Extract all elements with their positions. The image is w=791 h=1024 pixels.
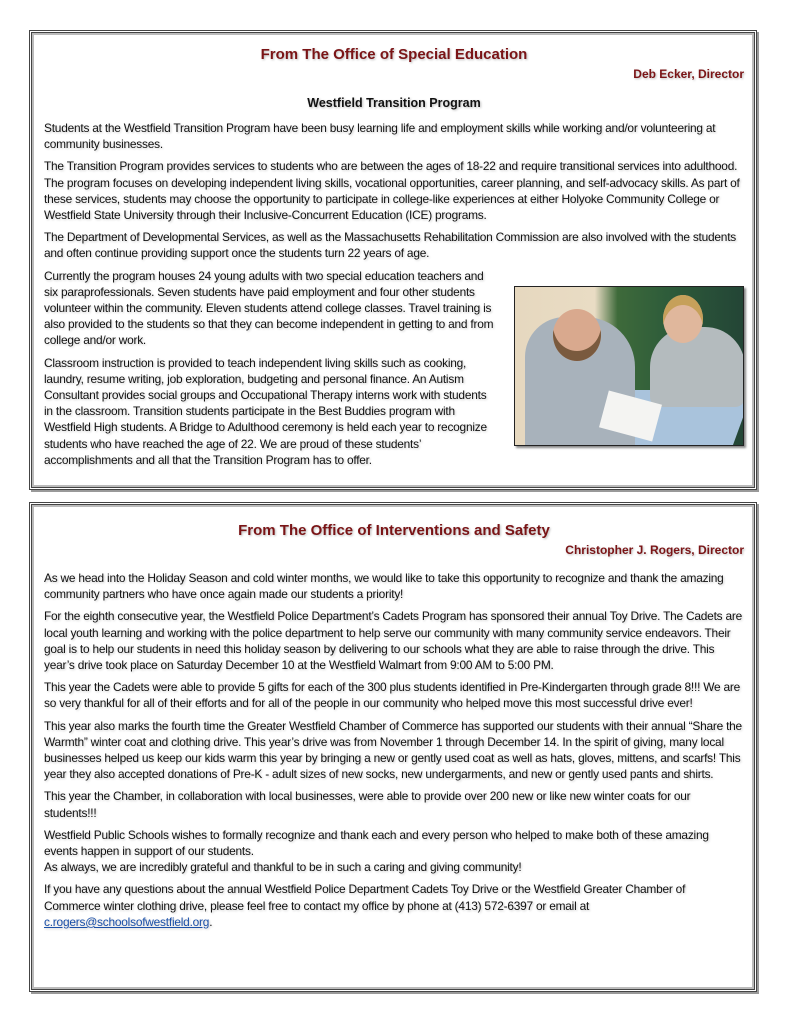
paragraph: Currently the program houses 24 young adults with two special education teachers and six paraprofessionals. Seven students have paid employment and four other students volunteer within the community. Eleven students attend college classes. Travel training is also provided to the students so that they can become independent in getting to and from college and/or work. (44, 268, 494, 348)
paragraph: The Transition Program provides services to students who are between the ages of 18-22 and require transitional services into adulthood. The program focuses on developing independent living skills, vocational opportunities, career planning, and self-advocacy skills. As part of these services, students may choose the opportunity to participate in college-like experiences at either Holyoke Community College or Westfield State University through their Inclusive-Concurrent Education (ICE) programs. (44, 159, 740, 223)
section-subtitle: Westfield Transition Program (307, 96, 481, 110)
paragraph: Westfield Public Schools wishes to formally recognize and thank each and every person who helped to make both of these amazing events happen in support of our students. (44, 827, 709, 859)
email-link[interactable]: c.rogers@schoolsofwestfield.org (44, 914, 210, 929)
students-photo (514, 286, 744, 446)
special-education-section (29, 30, 757, 490)
contact-text: If you have any questions about the annual Westfield Police Department Cadets Toy Drive or the Westfield Greater Chamber of Commerce winter clothing drive, please feel free to contact my office by phone at (413) 572-6397 or email at (44, 882, 686, 913)
contact-paragraph (44, 881, 744, 930)
section-title: From The Office of Interventions and Safety (238, 522, 550, 539)
paragraph: For the eighth consecutive year, the Westfield Police Department’s Cadets Program has sponsored their annual Toy Drive. The Cadets are local youth learning and working with the police department to help serve our community with many community service endeavors. Their goal is to help our students in need this holiday season by delivering to our schools what they are able to raise through the drive. This year’s drive took place on Saturday December 10 at the Westfield Walmart from 9:00 AM to 5:00 PM. (44, 609, 742, 673)
director-name: Christopher J. Rogers, Director (565, 543, 744, 557)
paragraph: This year the Chamber, in collaboration with local businesses, were able to provide over 200 new or like new winter coats for our students!!! (44, 789, 691, 820)
closing-line: As always, we are incredibly grateful and thankful to be in such a caring and giving community! (44, 860, 522, 875)
director-name: Deb Ecker, Director (633, 67, 744, 81)
paragraph: This year also marks the fourth time the Greater Westfield Chamber of Commerce has supported our students with their annual “Share the Warmth” winter coat and clothing drive. This year’s drive was from November 1 through December 14. In the spirit of giving, many local businesses helped us keep our kids warm this year by bringing a new or gently used coat as well as hats, gloves, mittens, and scarfs! This year they also accepted donations of Pre-K - adult sizes of new socks, new undergarments, and new or gently used pants and shirts. (44, 718, 742, 782)
interventions-safety-section (29, 502, 757, 992)
paragraph: The Department of Developmental Services, as well as the Massachusetts Rehabilitation Commission are also involved with the students and often continue providing support once the students turn 22 years of age. (44, 230, 737, 261)
email-suffix: . (209, 914, 213, 929)
paragraph: As we head into the Holiday Season and cold winter months, we would like to take this opportunity to recognize and thank the amazing community partners who have once again made our students a priority! (44, 571, 724, 602)
paragraph: This year the Cadets were able to provide 5 gifts for each of the 300 plus students identified in Pre-Kindergarten through grade 8!!! We are so very thankful for all of their efforts and for all of the people in our community who helped move this most successful drive ever! (44, 680, 741, 711)
paragraph: Students at the Westfield Transition Program have been busy learning life and employment skills while working and/or volunteering at community businesses. (44, 121, 716, 152)
paragraph: Classroom instruction is provided to teach independent living skills such as cooking, laundry, resume writing, job exploration, budgeting and personal finance. An Autism Consultant provides social groups and Occupational Therapy interns work with students in the classroom. Transition students participate in the Best Buddies program with Westfield High students. A Bridge to Adulthood ceremony is held each year to recognize students who have reached the age of 22. We are proud of these students’ accomplishments and all that the Transition Program has to offer. (44, 355, 487, 467)
section-title: From The Office of Special Education (260, 46, 528, 63)
